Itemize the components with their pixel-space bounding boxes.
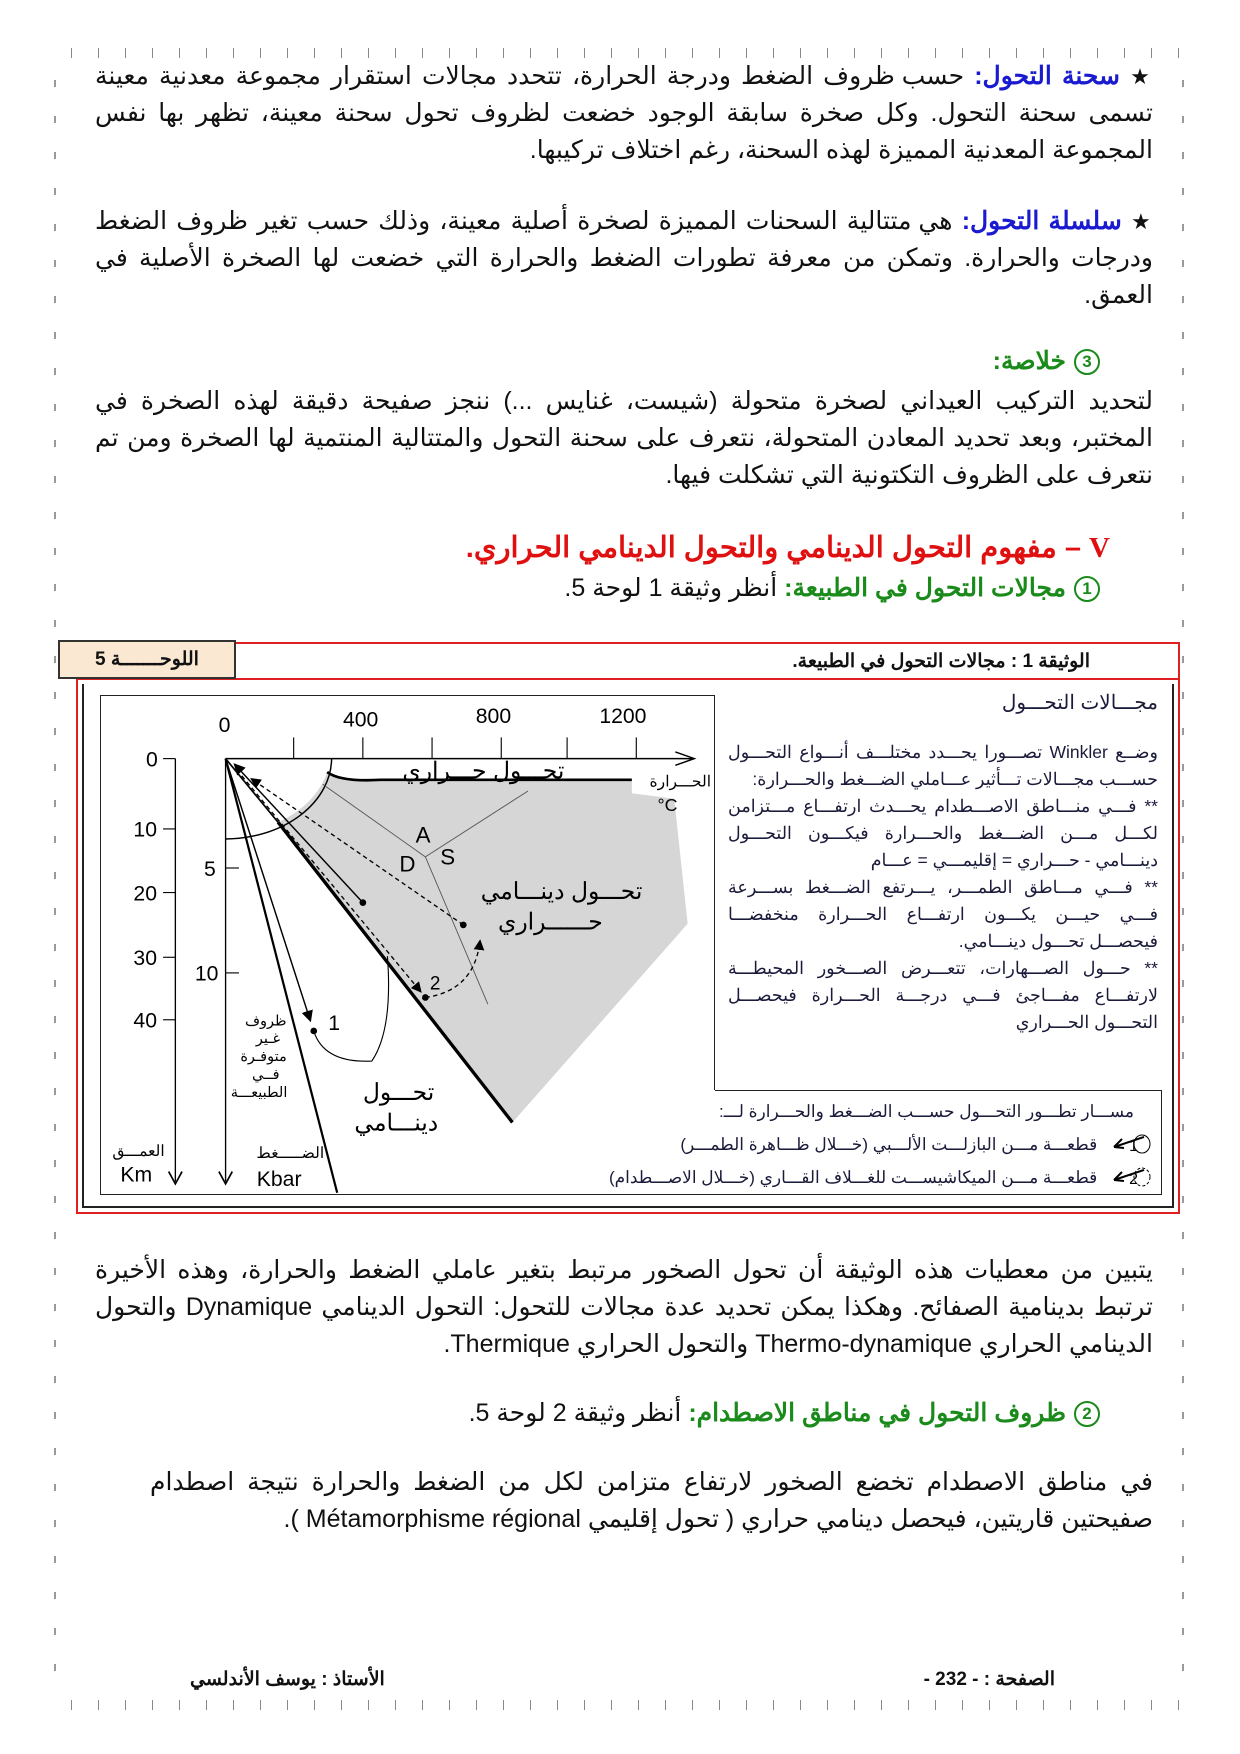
svg-text:متوفـرة: متوفـرة <box>240 1049 287 1066</box>
depth-ticks <box>163 759 175 1020</box>
temp-axis-label: الحـــرارة <box>649 773 712 791</box>
facies-D: D <box>399 851 416 877</box>
facies-A: A <box>415 822 431 848</box>
circled-number-icon: 3 <box>1074 349 1100 375</box>
thermodynamic-zone <box>278 772 688 1122</box>
circled-number-icon: 1 <box>1074 576 1100 602</box>
diagram-legend <box>560 1095 1152 1194</box>
series-text: هي متتالية السحنات المميزة لصخرة أصلية معينة، وذلك حسب تغير ظروف الضغط ودرجات والحرارة. وتمكن من معرفة تطورات الضغط والحرارة التي خضعت لها الصخرة الأصلية في العمق. <box>95 207 1153 309</box>
page-border-top <box>55 48 1185 58</box>
temp-tick-label: 0 <box>218 713 231 737</box>
panel-intro: وضــع Winkler تصـــورا يحـــدد مختلـــف أنـــواع التحـــول حســـب مجـــالات تـــأثير عـــاملي الضـــغط والحـــرارة: <box>728 742 1158 789</box>
series-term: سلسلة التحول: <box>961 207 1122 235</box>
panel-bullet-magma: ** حـــول الصـــهارات، تتعـــرض الصـــخور المحيطـــة لارتفـــاع مفـــاجئ فـــي درجـــة الحـــرارة فيحصـــل التحـــول الحـــراري <box>728 958 1158 1032</box>
dynamic-zone-label: تحـــول <box>362 1079 435 1106</box>
depth-tick-label: 10 <box>133 818 158 842</box>
point-turn <box>360 899 367 906</box>
unavailable-conditions-label <box>231 1013 288 1100</box>
chapter-numeral: V <box>1089 532 1110 564</box>
conclusion-text: لتحديد التركيب العيداني لصخرة متحولة (شيست، غنايس ...) ننجز صفيحة دقيقة لهذه الصخرة في المختبر، وبعد تحديد المعادن المتحولة، نتعرف على سحنة التحول والمتتالية المنتمية لها الصخرة ومن تم نتعرف على الظروف التكتونية التي تشكلت فيها. <box>95 387 1153 489</box>
point-1-label: 1 <box>328 1011 341 1035</box>
collision-text: في مناطق الاصطدام تخضع الصخور لارتفاع متزامن لكل من الضغط والحرارة نتيجة اصطدام صفيحتين قاريتين، فيحصل دينامي حراري ( تحول إقليمي Métamorphisme régional ). <box>150 1468 1153 1533</box>
subsection1-ref: أنظر وثيقة 1 لوحة 5. <box>564 574 778 602</box>
circled-number-icon: 2 <box>1074 1401 1100 1427</box>
legend-item-1-text: قطعـــة مـــن البازلـــت الألـــبي (خـــلال ظـــاهرة الطمـــر) <box>680 1135 1098 1154</box>
page-border-left <box>54 60 56 1700</box>
legend-title: مســـار تطـــور التحـــول حســـب الضـــغط والحـــرارة لـــ: <box>719 1102 1134 1121</box>
subsection1-heading <box>564 573 1100 603</box>
chapter-title: – مفهوم التحول الدينامي والتحول الدينامي الحراري. <box>465 532 1081 564</box>
temp-tick-label: 400 <box>342 708 379 732</box>
page-label-text: الصفحة : <box>983 1669 1055 1690</box>
svg-text:1: 1 <box>1129 1138 1138 1155</box>
panel-bullet-collision: ** فـــي منـــاطق الاصـــطدام يحـــدث ارتفـــاع مـــتزامن لكـــل مـــن الضـــغط والحـــرارة فيكـــون التحـــول دينـــامي - حـــراري = إقليمـــي = عـــام <box>728 796 1158 870</box>
page-label <box>924 1668 1055 1691</box>
svg-text:ظروف: ظروف <box>244 1013 287 1030</box>
subsection2-ref: أنظر وثيقة 2 لوحة 5. <box>468 1399 682 1427</box>
panel-bullet-burial: ** فـــي مـــاطق الطمـــر، يـــرتفع الضـــغط بســـرعة فـــي حيـــن يكـــون ارتفـــاع الحـــرارة منخفضـــا فيحصـــل تحـــول دينـــامي. <box>728 877 1158 951</box>
depth-tick-label: 0 <box>146 748 158 772</box>
facies-text: حسب ظروف الضغط ودرجة الحرارة، تتحدد مجالات استقرار مجموعة معدنية معينة تسمى سحنة التحول. وكل صخرة سابقة الوجود خضعت لظروف تحول سحنة معينة، تظهر بها نفس المجموعة المعدنية المميزة لهذه السحنة، رغم اختلاف تركيبها. <box>95 62 1153 164</box>
subsection1-title: مجالات التحول في الطبيعة: <box>784 574 1066 602</box>
chapter-heading <box>466 530 1110 565</box>
svg-text:فــي: فــي <box>252 1066 280 1083</box>
point-2-label: 2 <box>429 973 441 995</box>
path-2-legend-icon <box>1110 1166 1152 1188</box>
facies-term: سحنة التحول: <box>974 62 1120 90</box>
thermodynamic-zone-label: حــــــراري <box>497 908 603 935</box>
depth-tick-label: 30 <box>133 947 158 971</box>
depth-tick-label: 20 <box>133 882 158 906</box>
panel-title: مجـــالات التحـــول <box>1001 692 1158 714</box>
dynamic-zone-label: دينـــامي <box>354 1109 439 1136</box>
pressure-tick-label: 10 <box>194 962 219 986</box>
star-icon: ★ <box>1131 209 1153 234</box>
author: الأستاذ : يوسف الأندلسي <box>190 1669 385 1690</box>
star-icon: ★ <box>1130 64 1153 89</box>
path-1-legend-icon <box>1110 1133 1152 1155</box>
temp-tick-label: 1200 <box>599 704 647 728</box>
path-1-arrow <box>226 759 311 1021</box>
facies-paragraph <box>95 58 1153 169</box>
svg-text:الطبيعـــة: الطبيعـــة <box>230 1084 288 1101</box>
pressure-unit: Kbar <box>256 1168 302 1192</box>
winkler-panel <box>728 690 1158 1036</box>
subsection2-title: ظروف التحول في مناطق الاصطدام: <box>688 1399 1066 1427</box>
page-border-right <box>1182 60 1184 1700</box>
svg-text:2: 2 <box>1129 1171 1138 1188</box>
conclusion-title: خلاصة: <box>992 347 1066 375</box>
subsection2-heading <box>469 1398 1100 1428</box>
temp-unit: °C <box>657 795 678 816</box>
explanation-text: يتبين من معطيات هذه الوثيقة أن تحول الصخور مرتبط بتغير عاملي الضغط والحرارة، وهذه الأخيرة ترتبط بدينامية الصفائح. وهكذا يمكن تحديد عدة مجالات للتحول: التحول الدينامي Dynamique والتحول الدينامي الحراري Thermo-dynamique والتحول الحراري Thermique. <box>95 1256 1154 1358</box>
pressure-tick-label: 5 <box>204 857 216 881</box>
path-1-return <box>314 956 389 1061</box>
conclusion-heading <box>993 346 1100 376</box>
depth-unit: Km <box>120 1163 153 1187</box>
legend-item-2 <box>560 1161 1152 1194</box>
facies-S: S <box>440 844 456 870</box>
legend-item-2-text: قطعـــة مـــن الميكاشيســـت للغـــلاف القـــاري (خـــلال الاصـــطدام) <box>608 1168 1098 1187</box>
pressure-ticks <box>226 868 239 973</box>
depth-tick-label: 40 <box>133 1009 158 1033</box>
temperature-ticks <box>294 737 637 758</box>
plate-tab: اللوحـــــــة 5 <box>58 640 236 679</box>
temp-tick-label: 800 <box>475 704 512 728</box>
series-paragraph <box>95 203 1153 314</box>
page-number: - 232 - <box>923 1669 979 1690</box>
svg-text:غـير: غـير <box>255 1031 281 1048</box>
pressure-axis-label: الضـــــغط <box>256 1145 325 1163</box>
document-title: الوثيقة 1 : مجالات التحول في الطبيعة. <box>792 651 1090 672</box>
thermodynamic-zone-label: تحـــول دينـــامي <box>480 878 643 905</box>
legend-item-1 <box>560 1128 1152 1161</box>
page-border-bottom <box>55 1700 1185 1710</box>
thermal-zone-label: تحـــول حـــراري <box>402 757 565 784</box>
depth-axis-label: العمـــق <box>112 1142 165 1160</box>
